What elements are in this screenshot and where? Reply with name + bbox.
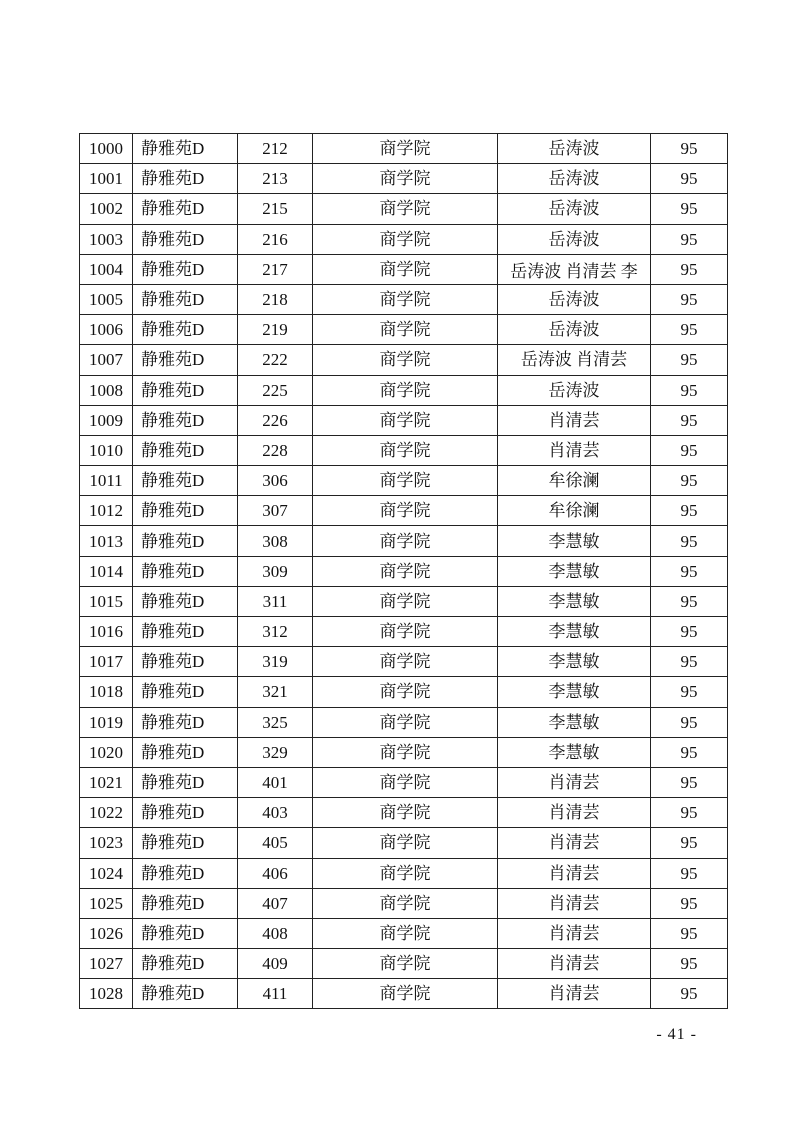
- score-cell: 95: [651, 617, 728, 647]
- names-cell: 肖清芸: [498, 405, 651, 435]
- score-cell: 95: [651, 858, 728, 888]
- names-cell: 岳涛波: [498, 315, 651, 345]
- page-number: - 41 -: [656, 1026, 697, 1043]
- college-cell: 商学院: [313, 435, 498, 465]
- row-number-cell: 1007: [80, 345, 133, 375]
- building-cell: 静雅苑D: [133, 949, 238, 979]
- room-cell: 411: [238, 979, 313, 1009]
- names-cell: 李慧敏: [498, 647, 651, 677]
- score-cell: 95: [651, 496, 728, 526]
- table-row: [80, 466, 728, 496]
- building-cell: 静雅苑D: [133, 677, 238, 707]
- table-row: [80, 737, 728, 767]
- row-number-cell: 1018: [80, 677, 133, 707]
- score-cell: 95: [651, 375, 728, 405]
- room-cell: 408: [238, 918, 313, 948]
- score-cell: 95: [651, 647, 728, 677]
- score-cell: 95: [651, 224, 728, 254]
- score-cell: 95: [651, 737, 728, 767]
- names-text: 岳涛波 肖清芸 李: [510, 262, 638, 282]
- table-row: [80, 798, 728, 828]
- names-cell: 肖清芸: [498, 767, 651, 797]
- names-cell: 肖清芸: [498, 888, 651, 918]
- score-cell: 95: [651, 466, 728, 496]
- college-cell: 商学院: [313, 707, 498, 737]
- row-number-cell: 1008: [80, 375, 133, 405]
- row-number-cell: 1012: [80, 496, 133, 526]
- building-cell: 静雅苑D: [133, 375, 238, 405]
- room-cell: 312: [238, 617, 313, 647]
- score-cell: 95: [651, 828, 728, 858]
- score-cell: 95: [651, 526, 728, 556]
- room-cell: 407: [238, 888, 313, 918]
- score-cell: 95: [651, 707, 728, 737]
- names-cell: 李慧敏: [498, 677, 651, 707]
- table-row: [80, 134, 728, 164]
- score-cell: 95: [651, 556, 728, 586]
- table-row: [80, 979, 728, 1009]
- building-cell: 静雅苑D: [133, 586, 238, 616]
- building-cell: 静雅苑D: [133, 979, 238, 1009]
- row-number-cell: 1003: [80, 224, 133, 254]
- room-cell: 218: [238, 284, 313, 314]
- table-row: [80, 888, 728, 918]
- score-cell: 95: [651, 918, 728, 948]
- building-cell: 静雅苑D: [133, 134, 238, 164]
- table-row: [80, 707, 728, 737]
- names-cell: 李慧敏: [498, 556, 651, 586]
- room-cell: 321: [238, 677, 313, 707]
- row-number-cell: 1001: [80, 164, 133, 194]
- college-cell: 商学院: [313, 798, 498, 828]
- table-row: [80, 526, 728, 556]
- college-cell: 商学院: [313, 828, 498, 858]
- college-cell: 商学院: [313, 315, 498, 345]
- score-cell: 95: [651, 315, 728, 345]
- building-cell: 静雅苑D: [133, 164, 238, 194]
- room-cell: 212: [238, 134, 313, 164]
- building-cell: 静雅苑D: [133, 224, 238, 254]
- building-cell: 静雅苑D: [133, 315, 238, 345]
- names-cell: 肖清芸: [498, 798, 651, 828]
- table-row: [80, 647, 728, 677]
- names-cell: 李慧敏: [498, 707, 651, 737]
- room-cell: 222: [238, 345, 313, 375]
- table-row: [80, 828, 728, 858]
- room-cell: 216: [238, 224, 313, 254]
- college-cell: 商学院: [313, 586, 498, 616]
- row-number-cell: 1028: [80, 979, 133, 1009]
- table-row: [80, 405, 728, 435]
- room-cell: 325: [238, 707, 313, 737]
- names-cell: 岳涛波: [498, 164, 651, 194]
- table-row: [80, 164, 728, 194]
- college-cell: 商学院: [313, 979, 498, 1009]
- names-cell: 肖清芸: [498, 435, 651, 465]
- row-number-cell: 1015: [80, 586, 133, 616]
- college-cell: 商学院: [313, 526, 498, 556]
- college-cell: 商学院: [313, 858, 498, 888]
- names-cell: 岳涛波: [498, 194, 651, 224]
- score-cell: 95: [651, 134, 728, 164]
- row-number-cell: 1025: [80, 888, 133, 918]
- college-cell: 商学院: [313, 647, 498, 677]
- table-row: [80, 284, 728, 314]
- college-cell: 商学院: [313, 888, 498, 918]
- building-cell: 静雅苑D: [133, 526, 238, 556]
- score-cell: 95: [651, 435, 728, 465]
- score-cell: 95: [651, 888, 728, 918]
- row-number-cell: 1022: [80, 798, 133, 828]
- building-cell: 静雅苑D: [133, 707, 238, 737]
- score-cell: 95: [651, 284, 728, 314]
- college-cell: 商学院: [313, 134, 498, 164]
- table-row: [80, 677, 728, 707]
- room-cell: 309: [238, 556, 313, 586]
- score-cell: 95: [651, 586, 728, 616]
- room-cell: 311: [238, 586, 313, 616]
- score-cell: 95: [651, 798, 728, 828]
- college-cell: 商学院: [313, 375, 498, 405]
- row-number-cell: 1017: [80, 647, 133, 677]
- names-cell: 岳涛波 肖清芸: [498, 345, 651, 375]
- college-cell: 商学院: [313, 767, 498, 797]
- building-cell: 静雅苑D: [133, 918, 238, 948]
- table-row: [80, 375, 728, 405]
- college-cell: 商学院: [313, 284, 498, 314]
- college-cell: 商学院: [313, 405, 498, 435]
- score-cell: 95: [651, 767, 728, 797]
- table-row: [80, 617, 728, 647]
- college-cell: 商学院: [313, 556, 498, 586]
- table-row: [80, 586, 728, 616]
- row-number-cell: 1020: [80, 737, 133, 767]
- college-cell: 商学院: [313, 949, 498, 979]
- room-cell: 403: [238, 798, 313, 828]
- college-cell: 商学院: [313, 164, 498, 194]
- score-cell: 95: [651, 194, 728, 224]
- room-cell: 228: [238, 435, 313, 465]
- names-cell: 岳涛波: [498, 375, 651, 405]
- building-cell: 静雅苑D: [133, 466, 238, 496]
- building-cell: 静雅苑D: [133, 737, 238, 767]
- college-cell: 商学院: [313, 194, 498, 224]
- score-cell: 95: [651, 979, 728, 1009]
- table-row: [80, 194, 728, 224]
- row-number-cell: 1016: [80, 617, 133, 647]
- row-number-cell: 1010: [80, 435, 133, 465]
- college-cell: 商学院: [313, 737, 498, 767]
- table-row: [80, 315, 728, 345]
- building-cell: 静雅苑D: [133, 617, 238, 647]
- room-cell: 226: [238, 405, 313, 435]
- names-cell: 岳涛波: [498, 224, 651, 254]
- row-number-cell: 1019: [80, 707, 133, 737]
- college-cell: 商学院: [313, 617, 498, 647]
- room-cell: 213: [238, 164, 313, 194]
- building-cell: 静雅苑D: [133, 828, 238, 858]
- names-cell: 肖清芸: [498, 828, 651, 858]
- college-cell: 商学院: [313, 496, 498, 526]
- room-cell: 217: [238, 254, 313, 284]
- names-cell: 李慧敏: [498, 737, 651, 767]
- row-number-cell: 1006: [80, 315, 133, 345]
- names-cell: 牟徐澜: [498, 466, 651, 496]
- room-cell: 219: [238, 315, 313, 345]
- table-row: [80, 224, 728, 254]
- college-cell: 商学院: [313, 918, 498, 948]
- building-cell: 静雅苑D: [133, 435, 238, 465]
- college-cell: 商学院: [313, 677, 498, 707]
- score-cell: 95: [651, 254, 728, 284]
- row-number-cell: 1024: [80, 858, 133, 888]
- college-cell: 商学院: [313, 254, 498, 284]
- building-cell: 静雅苑D: [133, 194, 238, 224]
- names-cell: 李慧敏: [498, 586, 651, 616]
- row-number-cell: 1011: [80, 466, 133, 496]
- building-cell: 静雅苑D: [133, 556, 238, 586]
- table-row: [80, 254, 728, 284]
- room-cell: 308: [238, 526, 313, 556]
- names-cell: 肖清芸: [498, 949, 651, 979]
- names-cell: 岳涛波: [498, 134, 651, 164]
- score-cell: 95: [651, 405, 728, 435]
- room-cell: 215: [238, 194, 313, 224]
- table-row: [80, 496, 728, 526]
- room-cell: 409: [238, 949, 313, 979]
- row-number-cell: 1014: [80, 556, 133, 586]
- row-number-cell: 1000: [80, 134, 133, 164]
- table-row: [80, 767, 728, 797]
- names-cell: 李慧敏: [498, 617, 651, 647]
- room-cell: 405: [238, 828, 313, 858]
- college-cell: 商学院: [313, 466, 498, 496]
- score-cell: 95: [651, 164, 728, 194]
- building-cell: 静雅苑D: [133, 798, 238, 828]
- room-cell: 329: [238, 737, 313, 767]
- building-cell: 静雅苑D: [133, 405, 238, 435]
- college-cell: 商学院: [313, 345, 498, 375]
- names-cell: 李慧敏: [498, 526, 651, 556]
- building-cell: 静雅苑D: [133, 345, 238, 375]
- room-cell: 307: [238, 496, 313, 526]
- room-cell: 406: [238, 858, 313, 888]
- table-row: [80, 556, 728, 586]
- row-number-cell: 1021: [80, 767, 133, 797]
- building-cell: 静雅苑D: [133, 284, 238, 314]
- row-number-cell: 1002: [80, 194, 133, 224]
- row-number-cell: 1005: [80, 284, 133, 314]
- names-cell: 肖清芸: [498, 918, 651, 948]
- row-number-cell: 1027: [80, 949, 133, 979]
- table-row: [80, 345, 728, 375]
- dormitory-score-table: [79, 133, 728, 1009]
- row-number-cell: 1009: [80, 405, 133, 435]
- names-cell: 岳涛波: [498, 284, 651, 314]
- table-row: [80, 435, 728, 465]
- row-number-cell: 1013: [80, 526, 133, 556]
- names-cell: [498, 254, 651, 284]
- names-cell: 肖清芸: [498, 858, 651, 888]
- building-cell: 静雅苑D: [133, 888, 238, 918]
- score-cell: 95: [651, 345, 728, 375]
- table-row: [80, 858, 728, 888]
- table-body: [80, 134, 728, 1009]
- score-cell: 95: [651, 677, 728, 707]
- building-cell: 静雅苑D: [133, 496, 238, 526]
- building-cell: 静雅苑D: [133, 254, 238, 284]
- building-cell: 静雅苑D: [133, 647, 238, 677]
- names-cell: 牟徐澜: [498, 496, 651, 526]
- room-cell: 401: [238, 767, 313, 797]
- building-cell: 静雅苑D: [133, 767, 238, 797]
- row-number-cell: 1023: [80, 828, 133, 858]
- room-cell: 319: [238, 647, 313, 677]
- row-number-cell: 1026: [80, 918, 133, 948]
- table-row: [80, 949, 728, 979]
- score-cell: 95: [651, 949, 728, 979]
- room-cell: 306: [238, 466, 313, 496]
- names-cell: 肖清芸: [498, 979, 651, 1009]
- room-cell: 225: [238, 375, 313, 405]
- building-cell: 静雅苑D: [133, 858, 238, 888]
- college-cell: 商学院: [313, 224, 498, 254]
- row-number-cell: 1004: [80, 254, 133, 284]
- table-row: [80, 918, 728, 948]
